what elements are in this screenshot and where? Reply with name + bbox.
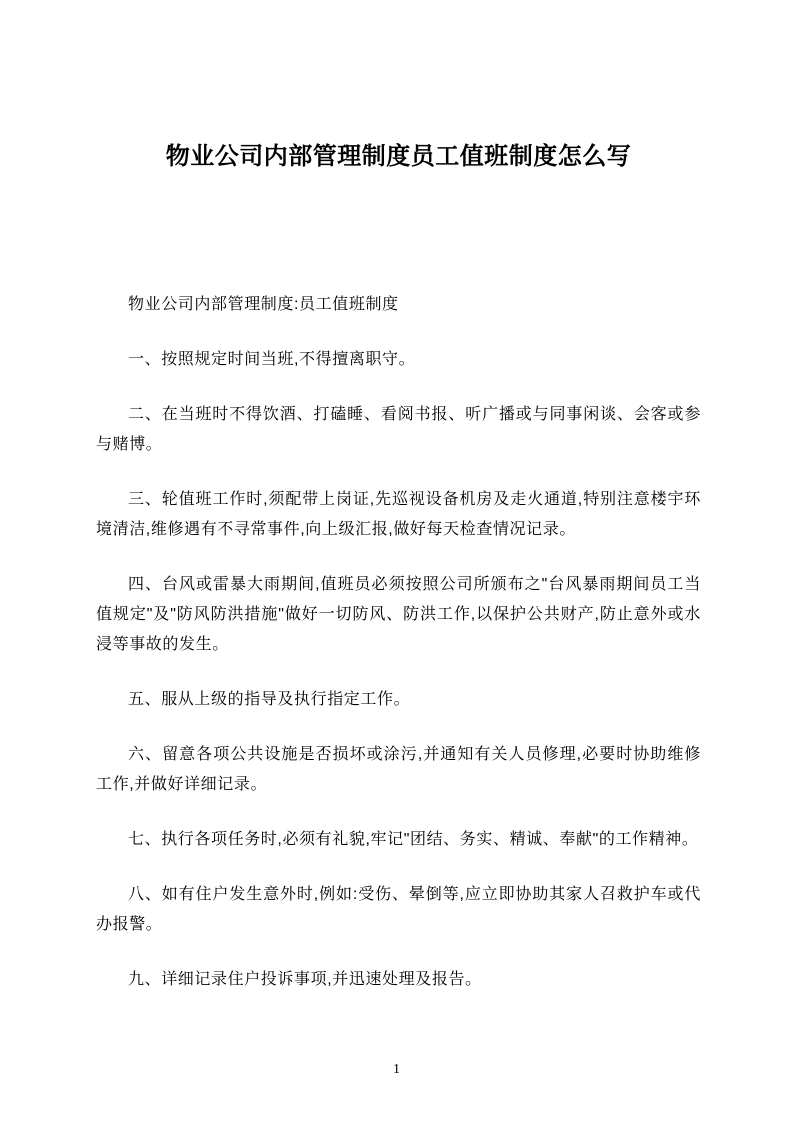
paragraph-rule-6: 六、留意各项公共设施是否损坏或涂污,并通知有关人员修理,必要时协助维修工作,并做好详细记录。 (96, 746, 701, 793)
paragraph-rule-2: 二、在当班时不得饮酒、打磕睡、看阅书报、听广播或与同事闲谈、会客或参与赌博。 (96, 406, 701, 453)
document-title: 物业公司内部管理制度员工值班制度怎么写 (165, 143, 632, 170)
paragraph-rule-5: 五、服从上级的指导及执行指定工作。 (128, 691, 411, 708)
paragraph-rule-3: 三、轮值班工作时,须配带上岗证,先巡视设备机房及走火通道,特别注意楼宇环境清洁,维修遇有不寻常事件,向上级汇报,做好每天检查情况记录。 (96, 491, 701, 538)
paragraph-rule-8: 八、如有住户发生意外时,例如:受伤、晕倒等,应立即协助其家人召救护车或代办报警。 (96, 886, 701, 933)
paragraph-rule-4: 四、台风或雷暴大雨期间,值班员必须按照公司所颁布之"台风暴雨期间员工当值规定"及"防风防洪措施"做好一切防风、防洪工作,以保护公共财产,防止意外或水浸等事故的发生。 (96, 576, 701, 653)
paragraph-rule-7: 七、执行各项任务时,必须有礼貌,牢记"团结、务实、精诚、奉献"的工作精神。 (128, 831, 699, 848)
paragraph-rule-1: 一、按照规定时间当班,不得擅离职守。 (128, 351, 416, 368)
paragraph-intro: 物业公司内部管理制度:员工值班制度 (128, 296, 399, 313)
document-body (96, 290, 701, 995)
paragraph-rule-9: 九、详细记录住户投诉事项,并迅速处理及报告。 (128, 971, 482, 988)
page-number: 1 (393, 1062, 400, 1077)
